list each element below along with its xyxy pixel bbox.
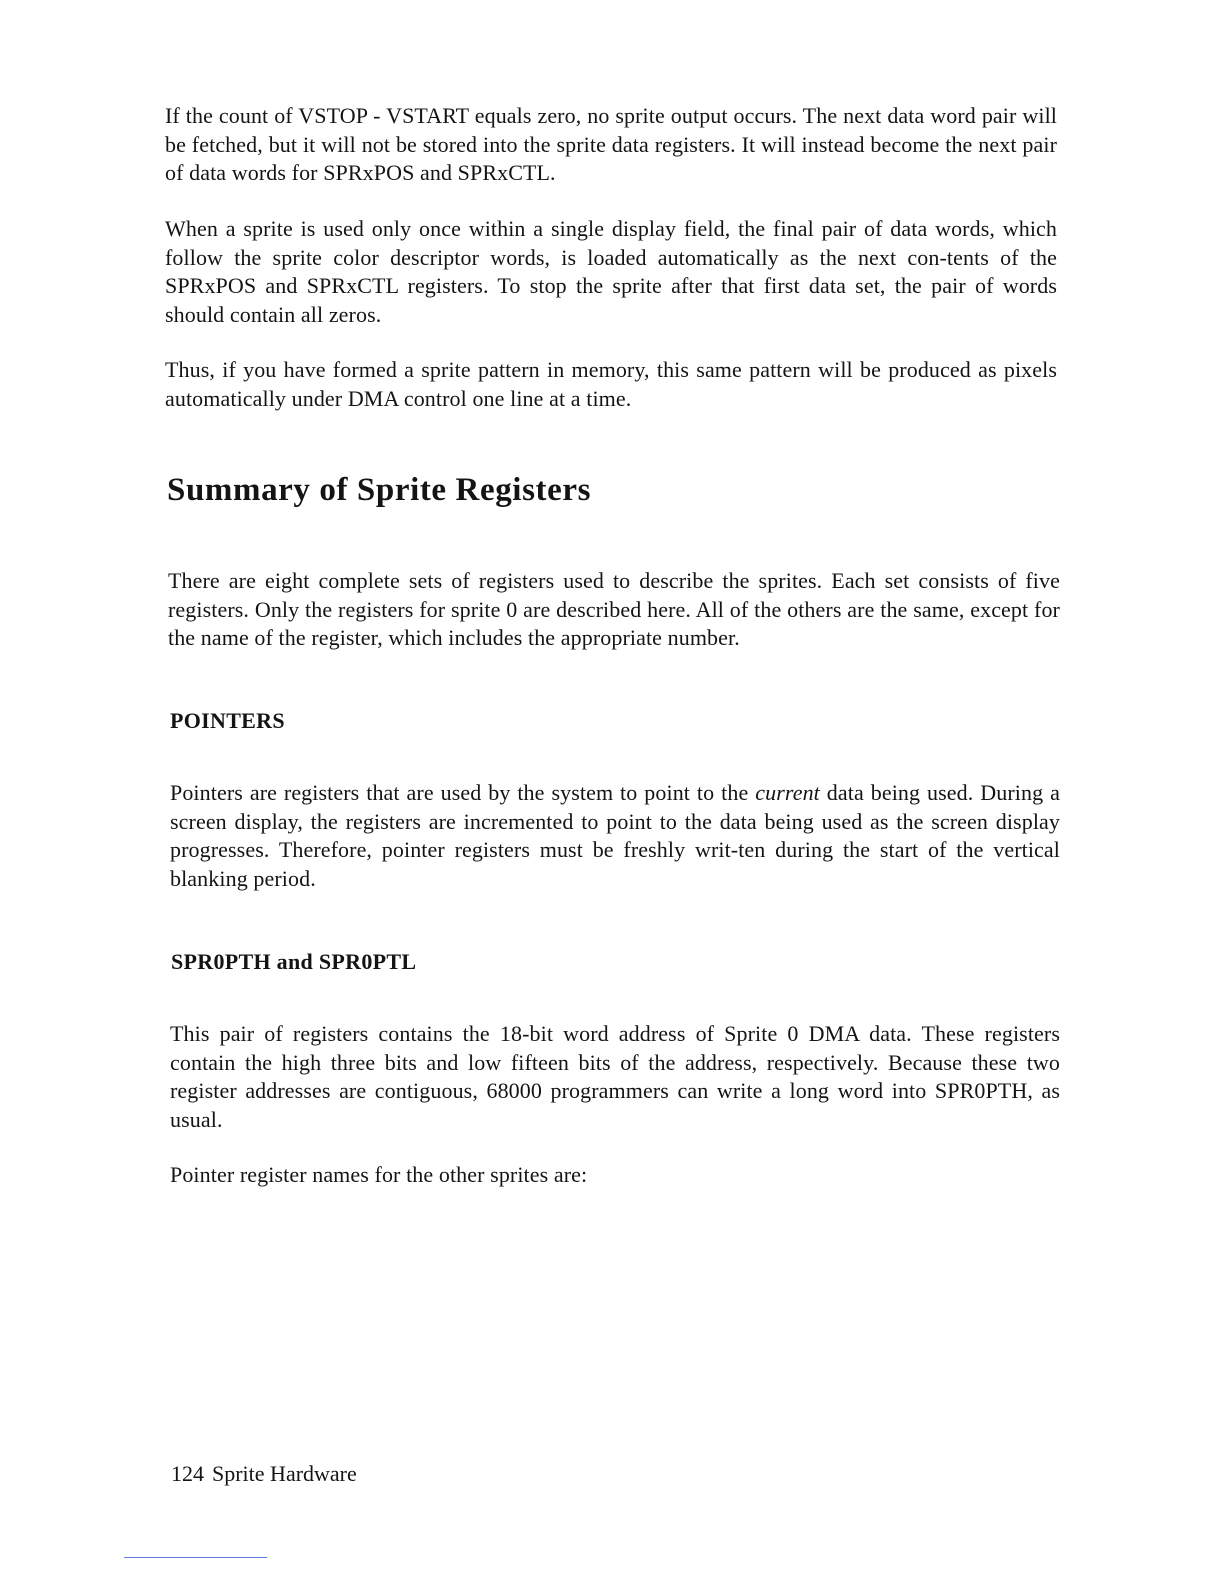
paragraph-dma-pattern: Thus, if you have formed a sprite pattern in memory, this same pattern will be produced as pixels automatically under DMA control one line at a time. [165, 357, 1057, 411]
pointers-text-after: data being used. During a screen display, the registers are incremented to point to the data being used as the screen display progresses. Therefore, pointer registers must be freshly writ-ten during the start of the vertical blanking period. [170, 780, 1060, 891]
paragraph-pointers [170, 779, 1060, 893]
paragraph-single-use-sprite: When a sprite is used only once within a single display field, the final pair of data words, which follow the sprite color descriptor words, is loaded automatically as the next con-tents of the SPRxPOS and SPRxCTL registers. To stop the sprite after that first data set, the pair of words should contain all zeros. [165, 216, 1057, 327]
bottom-rule-divider [124, 1557, 267, 1558]
section-heading-summary: Summary of Sprite Registers [167, 472, 592, 508]
paragraph-spr0pt-description: This pair of registers contains the 18-bit word address of Sprite 0 DMA data. These registers contain the high three bits and low fifteen bits of the address, respectively. Because these two register addresses are contiguous, 68000 programmers can write a long word into SPR0PTH, as usual. [170, 1021, 1060, 1132]
paragraph-vstop-vstart: If the count of VSTOP - VSTART equals zero, no sprite output occurs. The next data word pair will be fetched, but it will not be stored into the sprite data registers. It will instead become the next pair of data words for SPRxPOS and SPRxCTL. [165, 103, 1057, 185]
paragraph-summary-intro: There are eight complete sets of registers used to describe the sprites. Each set consists of five registers. Only the registers for sprite 0 are described here. All of the others are the same, except for the name of the register, which includes the appropriate number. [168, 568, 1060, 650]
paragraph-pointer-names-intro: Pointer register names for the other sprites are: [170, 1162, 588, 1187]
subheading-pointers: POINTERS [170, 708, 285, 733]
subheading-spr0pth-spr0ptl: SPR0PTH and SPR0PTL [171, 949, 417, 974]
page-footer [171, 1461, 357, 1487]
page-number: 124 [171, 1461, 204, 1486]
footer-section-title: Sprite Hardware [212, 1461, 357, 1486]
pointers-text-before: Pointers are registers that are used by the system to point to the [170, 780, 756, 805]
pointers-text-emphasis: current [755, 780, 820, 805]
